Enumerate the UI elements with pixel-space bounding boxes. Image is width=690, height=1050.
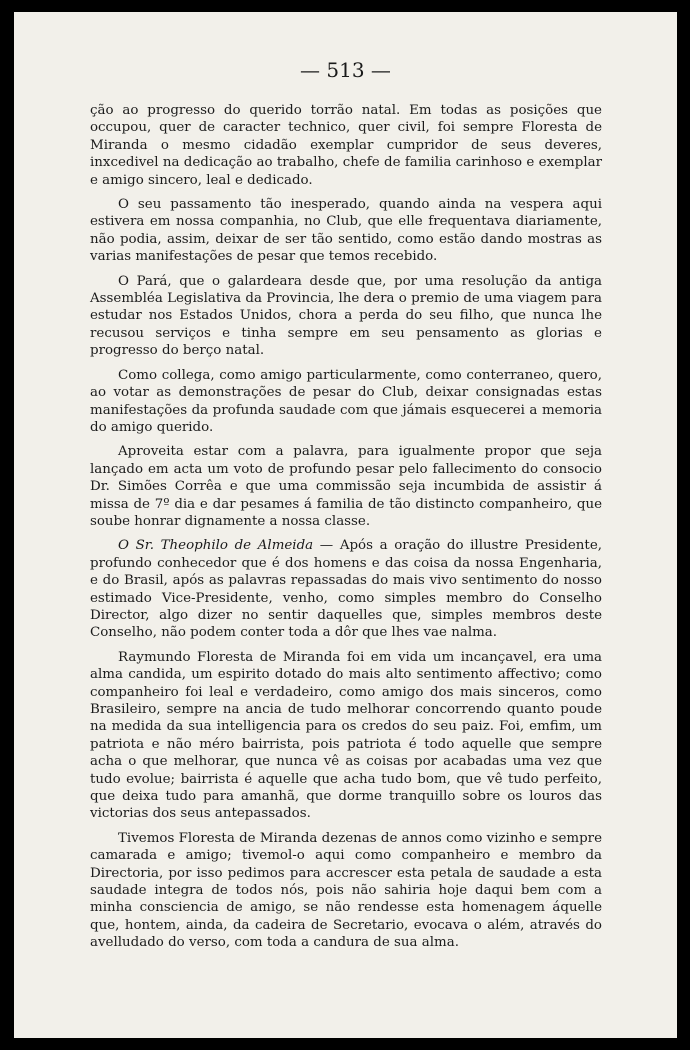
paragraph-1: ção ao progresso do querido torrão natal. Em todas as posições que occupou, quer de caracter technico, quer civil, foi sempre Floresta de Miranda o mesmo cidadão exemplar cumpridor de seus deveres, inxcedivel na dedicação ao trabalho, chefe de familia carinhoso e exemplar e amigo sincero, leal e dedicado. — [90, 103, 602, 188]
speech-text: — Após a oração do illustre Presidente, profundo conhecedor que é dos homens e das coisa da nossa Engenharia, e do Brasil, após as palavras repassadas do mais vivo sentimento do nosso estimado Vice-Presidente, venho, como simples membro do Conselho Director, algo dizer no sentir daquelles que, simples membros deste Conselho, não podem conter toda a dôr que lhes vae nalma. — [90, 538, 602, 641]
page-number: — 513 — — [300, 58, 391, 82]
speaker-name: O Sr. Theophilo de Almeida — [118, 538, 314, 554]
paragraph-2: O seu passamento tão inesperado, quando ainda na vespera aqui estivera em nossa companhia, no Club, que elle frequentava diariamente, não podia, assim, deixar de ser tão sentido, como estão dando mostras as varias manifestações de pesar que temos recebido. — [90, 197, 602, 265]
paragraph-6: Raymundo Floresta de Miranda foi em vida um incançavel, era uma alma candida, um espirito dotado do mais alto sentimento affectivo; como companheiro foi leal e verdadeiro, como amigo dos mais sinceros, como Brasileiro, sempre na ancia de tudo melhorar concorrendo quanto poude na medida da sua intelligencia para os credos do seu paiz. Foi, emfim, um patriota e não méro bairrista, pois patriota é todo aquelle que sempre acha o que melhorar, que nunca vê as coisas por acabadas uma vez que tudo evolue; bairrista é aquelle que acha tudo bom, que vê tudo perfeito, que deixa tudo para amanhã, que dorme tranquillo sobre os louros das victorias dos seus antepassados. — [90, 649, 602, 822]
paragraph-7: Tivemos Floresta de Miranda dezenas de annos como vizinho e sempre camarada e amigo; tivemol-o aqui como companheiro e membro da Directoria, por isso pedimos para accrescer esta petala de saudade a esta saudade integra de todos nós, pois não sahiria hoje daqui bem com a minha consciencia de amigo, se não rendesse esta homenagem áquelle que, hontem, ainda, da cadeira de Secretario, evocava o além, através do avelludado do verso, com toda a candura de sua alma. — [90, 830, 602, 951]
document-page — [14, 12, 677, 1038]
body-text — [90, 102, 602, 959]
paragraph-3: O Pará, que o galardeara desde que, por uma resolução da antiga Assembléa Legislativa da Provincia, lhe dera o premio de uma viagem para estudar nos Estados Unidos, chora a perda do seu filho, que nunca lhe recusou serviços e tinha sempre em seu pensamento as glorias e progresso do berço natal. — [90, 273, 602, 359]
speech-paragraph — [90, 537, 602, 641]
paragraph-5: Aproveita estar com a palavra, para igualmente propor que seja lançado em acta um voto de profundo pesar pelo fallecimento do consocio Dr. Simões Corrêa e que uma commissão seja incumbida de assistir á missa de 7º dia e dar pesames á familia de tão distincto companheiro, que soube honrar dignamente a nossa classe. — [90, 444, 602, 529]
paragraph-4: Como collega, como amigo particularmente, como conterraneo, quero, ao votar as demonstrações de pesar do Club, deixar consignadas estas manifestações da profunda saudade com que jámais esquecerei a memoria do amigo querido. — [90, 367, 602, 435]
